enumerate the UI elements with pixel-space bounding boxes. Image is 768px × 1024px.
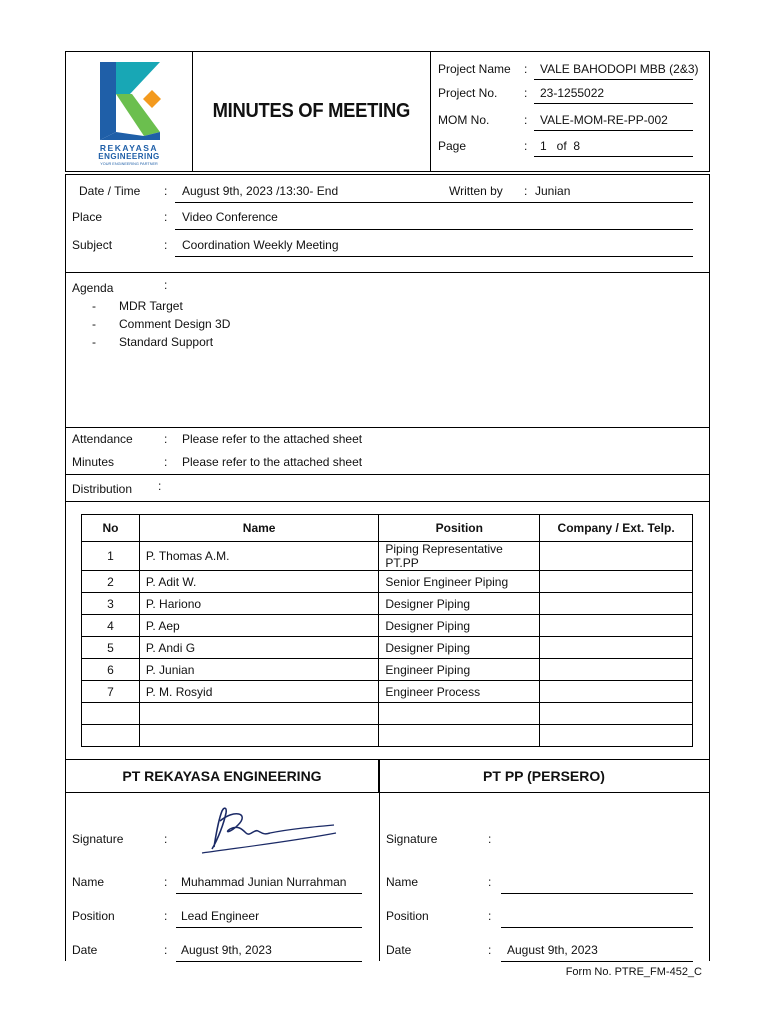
agenda-list [88,297,230,351]
page-row [431,135,709,159]
table-header-row [82,515,693,542]
signature-label: Signature [72,832,124,846]
cell: P. Junian [139,659,378,681]
cell [540,681,693,703]
cell [540,637,693,659]
rekayasa-logo [66,52,193,171]
section-divider [66,427,709,428]
underline [176,927,362,928]
document-title: MINUTES OF MEETING [212,100,411,122]
project-no-value: 23-1255022 [534,84,693,104]
table-row [82,542,693,571]
column-header: Company / Ext. Telp. [540,515,693,542]
mom-no-value: VALE-MOM-RE-PP-002 [534,111,693,131]
table-row [82,725,693,747]
place-value: Video Conference [182,210,278,224]
cell: Senior Engineer Piping [379,571,540,593]
underline [175,202,439,203]
cell: P. Thomas A.M. [139,542,378,571]
colon: : [524,139,528,153]
written-by-value: Junian [535,184,571,198]
table-row [82,659,693,681]
cell: Designer Piping [379,637,540,659]
date-value: August 9th, 2023 [181,943,272,957]
underline [439,202,693,203]
signature-label: Signature [386,832,438,846]
table-row [82,703,693,725]
written-by-label: Written by [449,184,503,198]
attendance-value: Please refer to the attached sheet [182,432,363,446]
cell [139,725,378,747]
cell: Designer Piping [379,615,540,637]
colon: : [524,62,528,76]
colon: : [164,278,168,292]
page-label: Page [438,139,467,153]
cell [82,725,140,747]
column-divider [379,793,380,961]
underline [176,961,362,962]
underline [501,893,693,894]
distribution-table [81,514,693,747]
cell [540,571,693,593]
attendance-label: Attendance [72,432,133,446]
svg-text:REKAYASA: REKAYASA [99,143,159,153]
cell: Piping Representative PT.PP [379,542,540,571]
agenda-item: - MDR Target [88,297,230,315]
mom-no-row [431,109,709,133]
name-label: Name [72,875,105,889]
colon: : [524,184,528,198]
minutes-label: Minutes [72,455,115,469]
colon: : [488,875,492,889]
project-info [431,52,709,171]
underline [501,927,693,928]
cell [540,725,693,747]
column-header: Position [379,515,540,542]
svg-text:ENGINEERING: ENGINEERING [98,152,160,161]
cell: 6 [82,659,140,681]
handwritten-signature [194,799,344,857]
project-name-row [431,58,709,82]
project-name-label: Project Name [438,62,511,76]
colon: : [158,479,162,493]
cell: P. Adit W. [139,571,378,593]
cell [139,703,378,725]
date-time-value: August 9th, 2023 /13:30- End [182,184,339,198]
column-header: No [82,515,140,542]
colon: : [488,909,492,923]
place-label: Place [72,210,103,224]
minutes-value: Please refer to the attached sheet [182,455,363,469]
project-no-row [431,82,709,106]
subject-label: Subject [72,238,113,252]
colon: : [164,238,168,252]
section-divider [66,272,709,273]
colon: : [524,86,528,100]
section-divider [66,501,709,502]
colon: : [524,113,528,127]
underline [176,893,362,894]
cell: P. M. Rosyid [139,681,378,703]
cell: 7 [82,681,140,703]
name-label: Name [386,875,419,889]
document-header [65,51,710,172]
position-label: Position [386,909,429,923]
cell [540,659,693,681]
table-row [82,637,693,659]
project-no-label: Project No. [438,86,498,100]
cell [379,725,540,747]
signature-section [65,759,710,961]
position-label: Position [72,909,115,923]
cell [540,542,693,571]
subject-value: Coordination Weekly Meeting [182,238,339,252]
date-value: August 9th, 2023 [507,943,598,957]
cell [540,593,693,615]
colon: : [164,184,168,198]
right-company-heading: PT PP (PERSERO) [378,759,710,793]
cell: 5 [82,637,140,659]
underline [175,256,693,257]
cell: P. Andi G [139,637,378,659]
name-value: Muhammad Junian Nurrahman [181,875,347,889]
svg-text:YOUR ENGINEERING PARTNER: YOUR ENGINEERING PARTNER [100,162,158,166]
cell [379,703,540,725]
colon: : [488,943,492,957]
column-header: Name [139,515,378,542]
cell [540,703,693,725]
agenda-item: - Standard Support [88,333,230,351]
position-value: Lead Engineer [181,909,260,923]
colon: : [164,943,168,957]
project-name-value: VALE BAHODOPI MBB (2&3) [534,60,693,80]
cell: 2 [82,571,140,593]
table-row [82,571,693,593]
colon: : [164,909,168,923]
table-row [82,593,693,615]
agenda-label: Agenda [72,281,114,295]
cell [82,703,140,725]
colon: : [164,432,168,446]
title-cell [193,52,431,171]
cell: 4 [82,615,140,637]
cell: Designer Piping [379,593,540,615]
colon: : [164,210,168,224]
cell: P. Hariono [139,593,378,615]
colon: : [488,832,492,846]
table-row [82,681,693,703]
meeting-details [65,174,710,766]
mom-no-label: MOM No. [438,113,490,127]
cell: P. Aep [139,615,378,637]
colon: : [164,455,168,469]
section-divider [66,474,709,475]
underline [501,961,693,962]
cell: 1 [82,542,140,571]
left-company-heading: PT REKAYASA ENGINEERING [65,759,380,793]
agenda-item: - Comment Design 3D [88,315,230,333]
date-label: Date [386,943,412,957]
distribution-label: Distribution [72,482,133,496]
cell: Engineer Piping [379,659,540,681]
page-value: 1 of 8 [534,137,693,157]
cell: Engineer Process [379,681,540,703]
underline [175,229,693,230]
table-row [82,615,693,637]
cell: 3 [82,593,140,615]
date-time-label: Date / Time [79,184,141,198]
colon: : [164,832,168,846]
date-label: Date [72,943,98,957]
logo-cell [66,52,193,171]
form-number: Form No. PTRE_FM-452_C [565,966,702,978]
colon: : [164,875,168,889]
cell [540,615,693,637]
